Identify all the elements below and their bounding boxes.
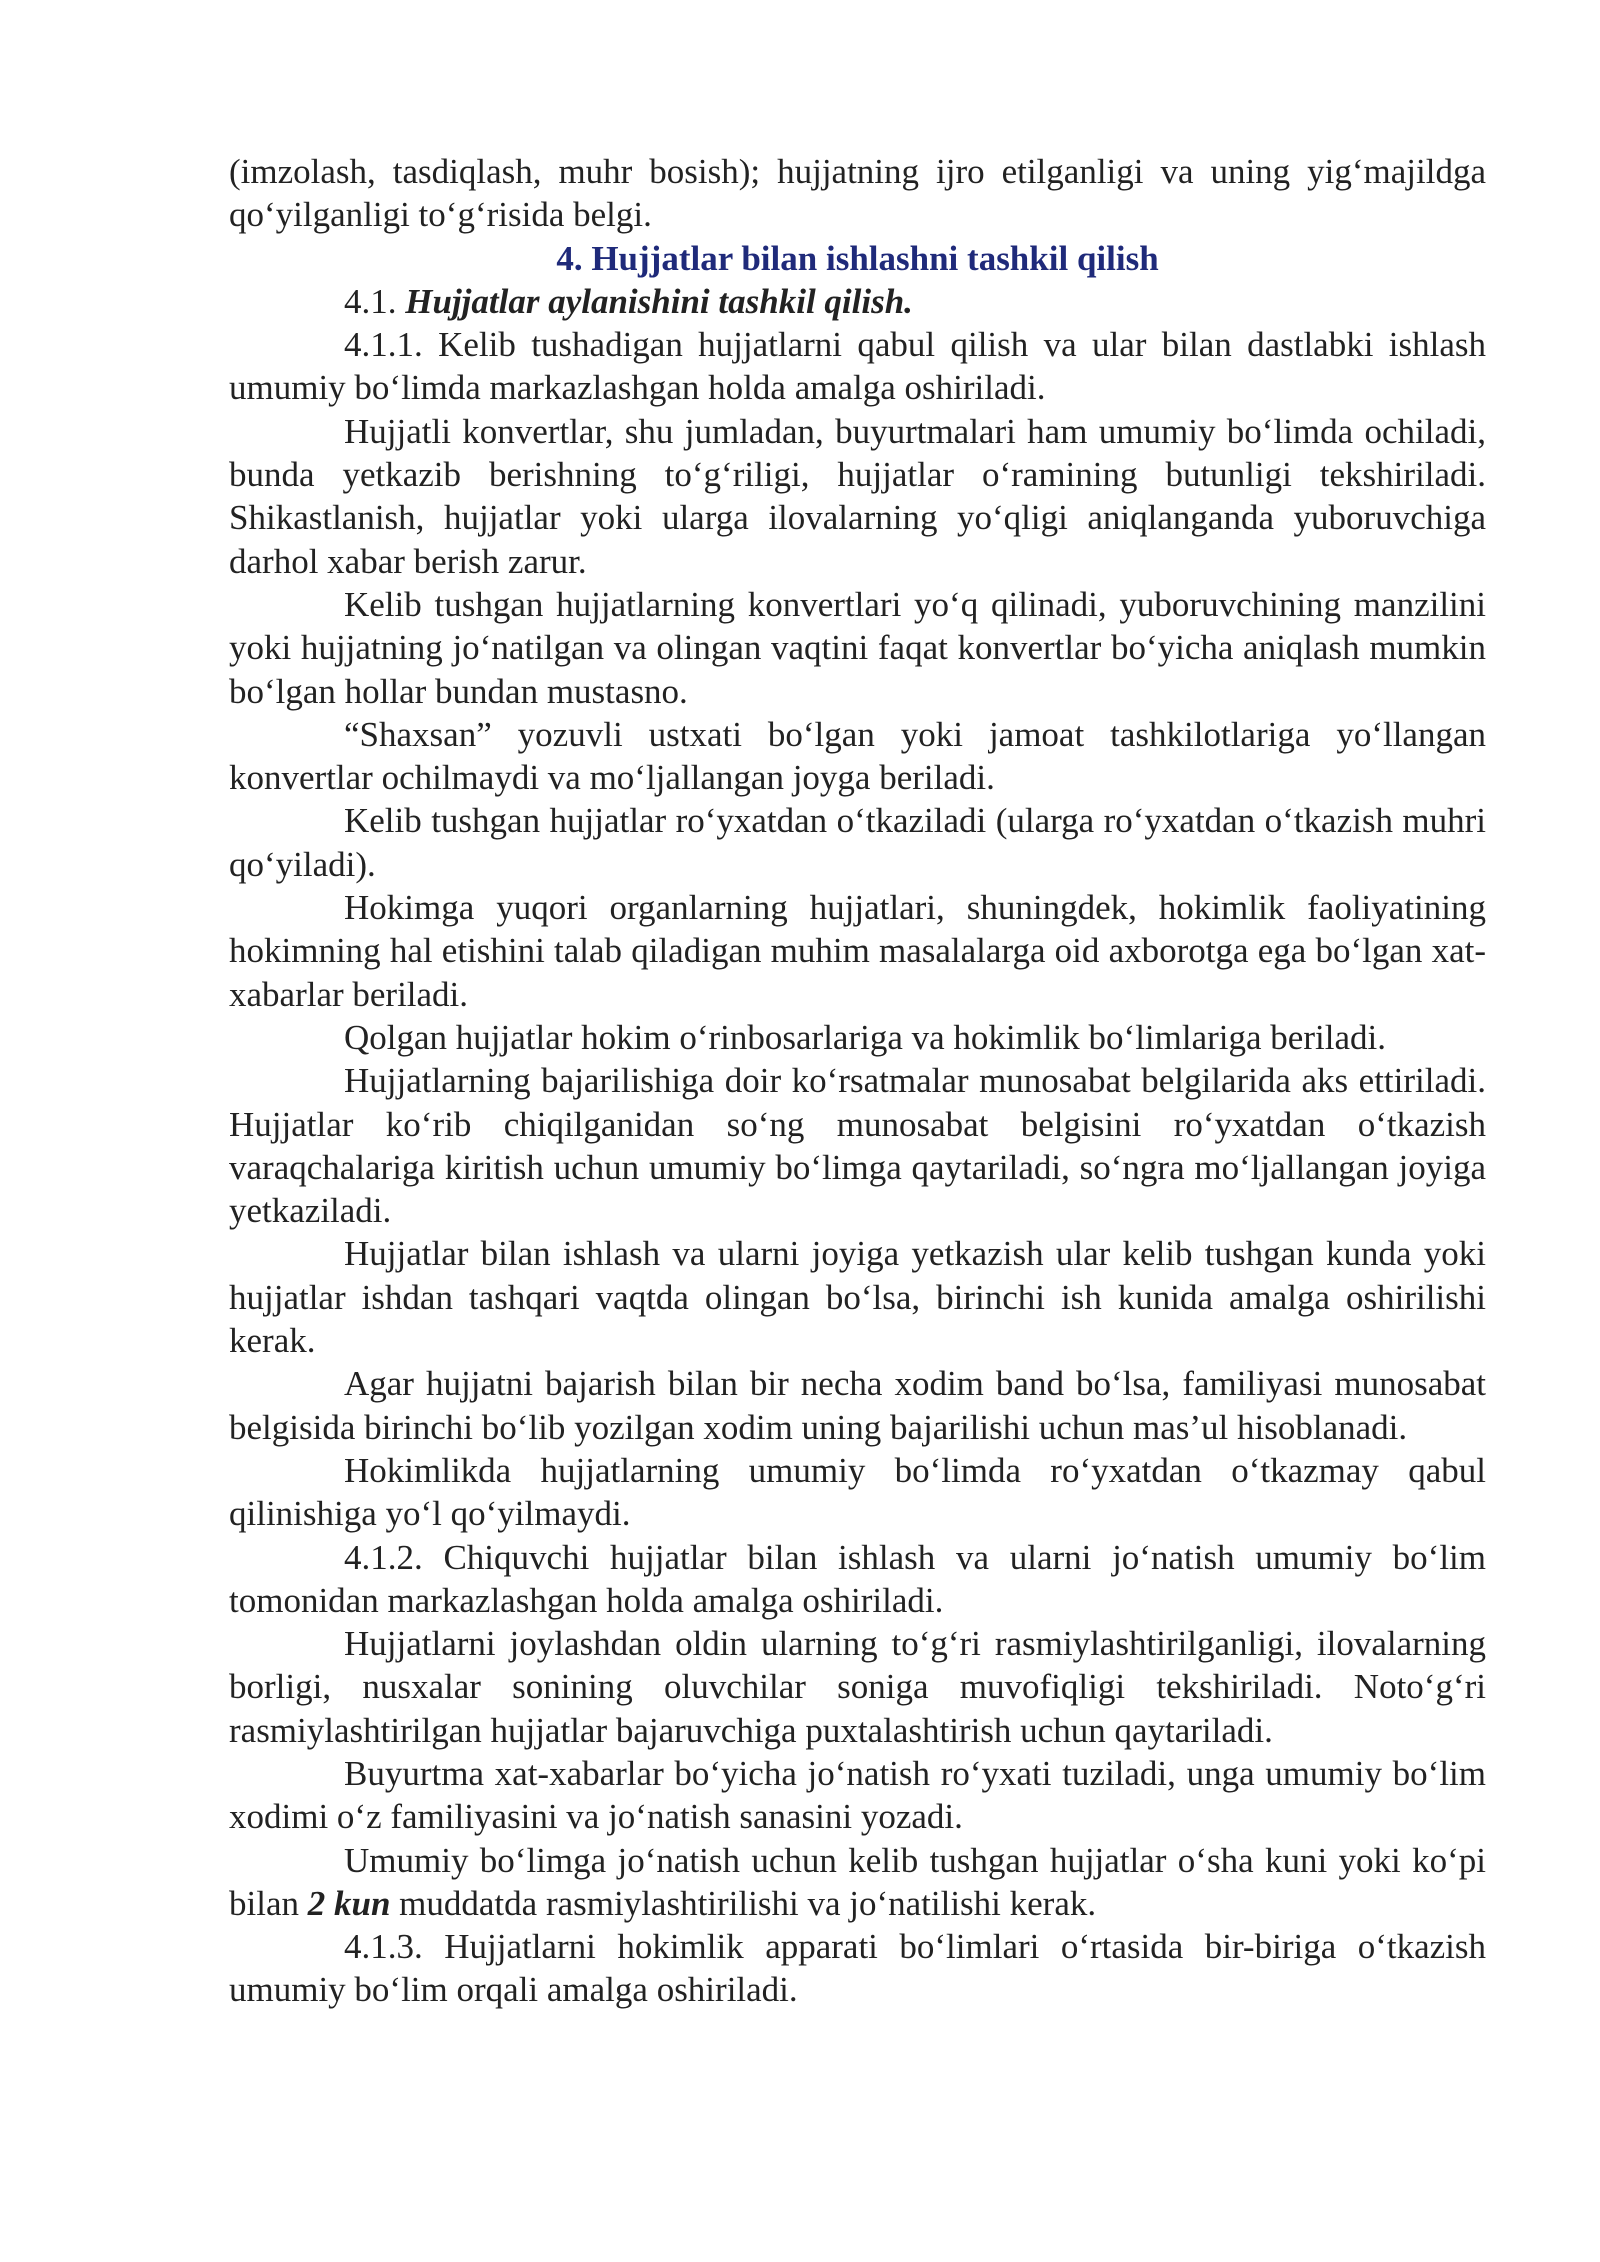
intro-paragraph: (imzolash, tasdiqlash, muhr bosish); hujjatning ijro etilganligi va uning yig‘majildga qo‘yilganligi to‘g‘risida belgi. [229,152,1486,235]
deadline-text-before: Umumiy bo‘limga jo‘natish uchun kelib tushgan hujjatlar o‘sha kuni yoki ko‘pi bilan [229,1840,1486,1923]
paragraph: Kelib tushgan hujjatlar ro‘yxatdan o‘tkaziladi (ularga ro‘yxatdan o‘tkazish muhri qo‘yiladi). [229,801,1486,884]
paragraph: Hujjatlarni joylashdan oldin ularning to‘g‘ri rasmiylashtirilganligi, ilovalarning borligi, nusxalar sonining oluvchilar soniga muvofiqligi tekshiriladi. Noto‘g‘ri rasmiylashtirilgan hujjatlar bajaruvchiga puxtalashtirish uchun qaytariladi. [229,1624,1486,1750]
deadline-text-after: muddatda rasmiylashtirilishi va jo‘natilishi kerak. [390,1883,1097,1923]
paragraph: 4.1.1. Kelib tushadigan hujjatlarni qabul qilish va ular bilan dastlabki ishlash umumiy bo‘limda markazlashgan holda amalga oshiriladi. [229,325,1486,408]
paragraph: Hujjatlarning bajarilishiga doir ko‘rsatmalar munosabat belgilarida aks ettiriladi. Hujjatlar ko‘rib chiqilganidan so‘ng munosabat belgisini ro‘yxatdan o‘tkazish varaqchalariga kiritish uchun umumiy bo‘limga qaytariladi, so‘ngra mo‘ljallangan joyiga yetkaziladi. [229,1061,1486,1231]
deadline-paragraph [229,1839,1486,1926]
paragraph: Qolgan hujjatlar hokim o‘rinbosarlariga va hokimlik bo‘limlariga beriladi. [344,1017,1386,1057]
paragraph: Kelib tushgan hujjatlarning konvertlari yo‘q qilinadi, yuboruvchining manzilini yoki hujjatning jo‘natilgan va olingan vaqtini faqat konvertlar bo‘yicha aniqlash mumkin bo‘lgan hollar bundan mustasno. [229,584,1486,711]
paragraph: Agar hujjatni bajarish bilan bir necha xodim band bo‘lsa, familiyasi munosabat belgisida birinchi bo‘lib yozilgan xodim uning bajarilishi uchun mas’ul hisoblanadi. [229,1364,1486,1447]
paragraph: Buyurtma xat-xabarlar bo‘yicha jo‘natish ro‘yxati tuziladi, unga umumiy bo‘lim xodimi o‘z familiyasini va jo‘natish sanasini yozadi. [229,1753,1486,1837]
document-page [229,150,1486,2012]
paragraph: Hujjatlar bilan ishlash va ularni joyiga yetkazish ular kelib tushgan kunda yoki hujjatlar ishdan tashqari vaqtda olingan bo‘lsa, birinchi ish kunida amalga oshirilishi kerak. [229,1234,1486,1361]
paragraph: Hokimga yuqori organlarning hujjatlari, shuningdek, hokimlik faoliyatining hokimning hal etishini talab qiladigan muhim masalalarga oid axborotga ega bo‘lgan xat-xabarlar beriladi. [229,888,1486,1014]
deadline-emphasis: 2 kun [307,1883,391,1923]
section-heading: 4. Hujjatlar bilan ishlashni tashkil qilish [556,238,1159,278]
subsection-heading [229,280,1486,323]
subsection-number: 4.1. [344,281,397,321]
subsection-title: Hujjatlar aylanishini tashkil qilish. [405,281,913,321]
paragraph: Hujjatli konvertlar, shu jumladan, buyurtmalari ham umumiy bo‘limda ochiladi, bunda yetkazib berishning to‘g‘riligi, hujjatlar o‘ramining butunligi tekshiriladi. Shikastlanish, hujjatlar yoki ularga ilovalarning yo‘qligi aniqlanganda yuboruvchiga darhol xabar berish zarur. [229,411,1486,581]
paragraph: Hokimlikda hujjatlarning umumiy bo‘limda ro‘yxatdan o‘tkazmay qabul qilinishiga yo‘l qo‘yilmaydi. [229,1450,1486,1534]
paragraph: “Shaxsan” yozuvli ustxati bo‘lgan yoki jamoat tashkilotlariga yo‘llangan konvertlar ochilmaydi va mo‘ljallangan joyga beriladi. [229,714,1486,798]
final-paragraph: 4.1.3. Hujjatlarni hokimlik apparati bo‘limlari o‘rtasida bir-biriga o‘tkazish umumiy bo‘lim orqali amalga oshiriladi. [229,1927,1486,2010]
paragraph: 4.1.2. Chiquvchi hujjatlar bilan ishlash va ularni jo‘natish umumiy bo‘lim tomonidan markazlashgan holda amalga oshiriladi. [229,1537,1486,1620]
